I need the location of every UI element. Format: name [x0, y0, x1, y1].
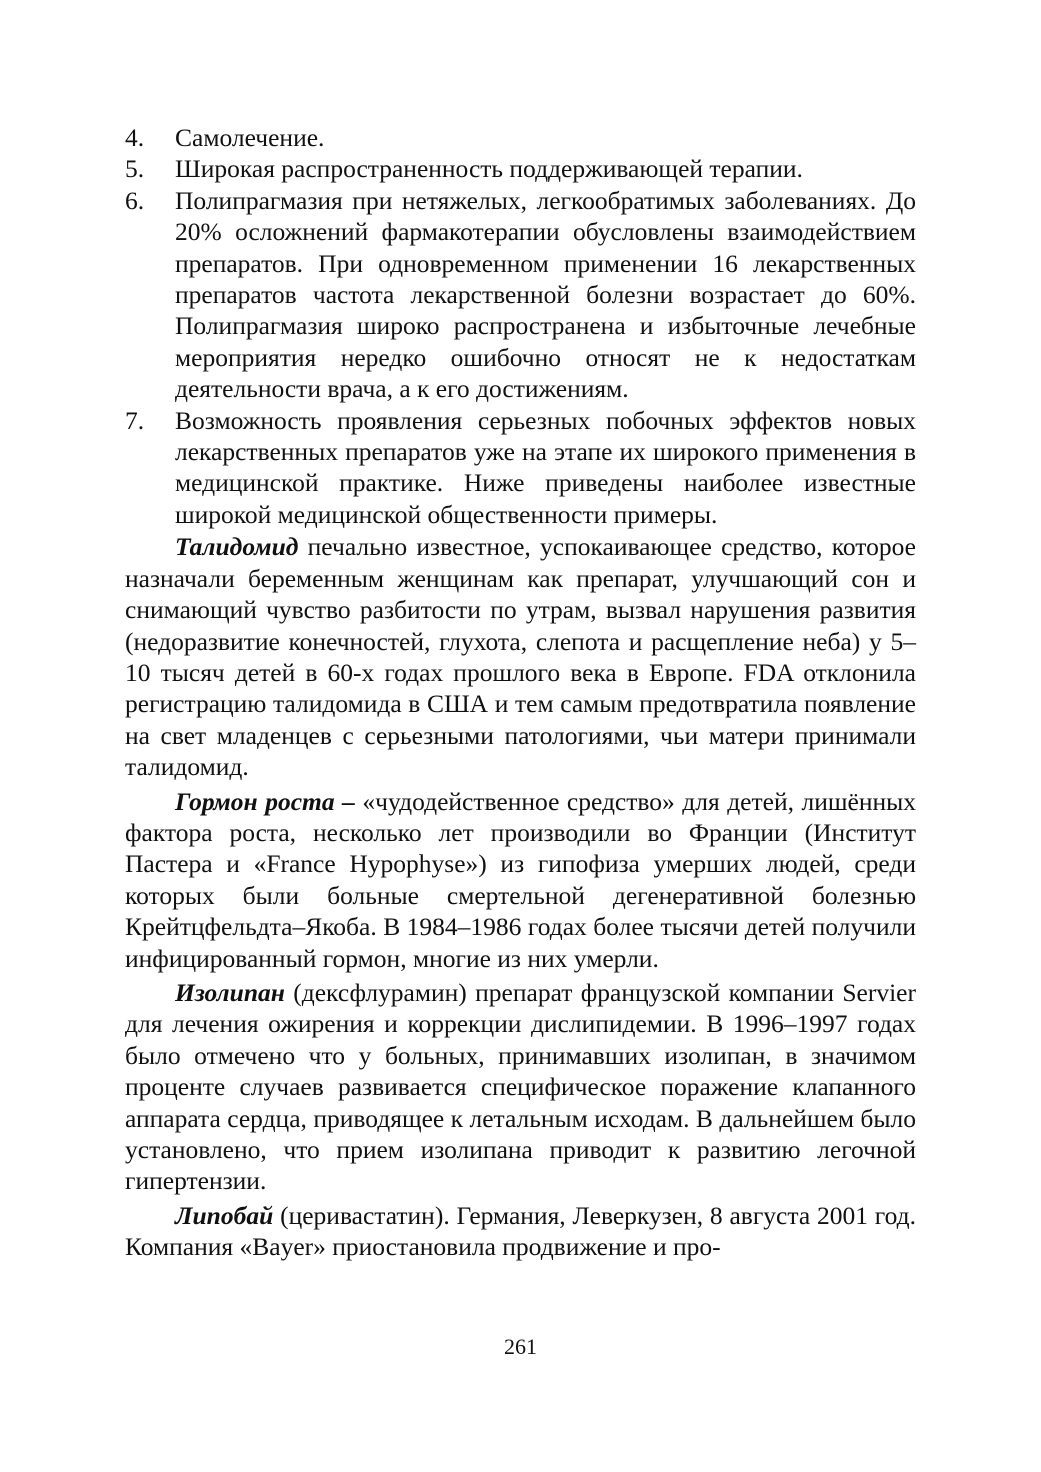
list-item-text: Широкая распространенность поддерживающей терапии.	[175, 154, 803, 184]
list-item-text: Возможность проявления серьезных побочных эффектов новых лекарственных препаратов уже на этапе их широкого применения в медицинской практике. Ниже приведены наиболее известные широкой медицинской общественности примеры.	[175, 405, 916, 529]
list-item	[125, 405, 916, 531]
list-item-text: Самолечение.	[175, 123, 325, 152]
list-item-number: 6.	[125, 185, 145, 215]
list-item-number: 4.	[125, 123, 145, 152]
page-number: 261	[504, 1334, 537, 1359]
list-item-number: 7.	[125, 405, 145, 435]
paragraph-text: (дексфлурамин) препарат французской компании Servier для лечения ожирения и коррекции дислипидемии. В 1996–1997 годах было отмечено что у больных, принимавших изолипан, в значимом проценте случаев развивается специфическое поражение клапанного аппарата сердца, приводящее к летальным исходам. В дальнейшем было установлено, что прием изолипана приводит к развитию легочной гипертензии.	[125, 977, 916, 1196]
numbered-list	[125, 122, 916, 530]
drug-term: Гормон роста –	[175, 786, 355, 816]
list-item	[125, 185, 916, 405]
paragraph-isolipan	[125, 977, 916, 1197]
list-item-number: 5.	[125, 154, 145, 184]
paragraph-thalidomide	[125, 531, 916, 782]
drug-term: Липобай	[175, 1200, 274, 1230]
paragraph-text: (церивастатин). Германия, Леверкузен, 8 августа 2001 год. Компания «Bayer» приостановила продвижение и про-	[125, 1200, 916, 1262]
drug-term: Изолипан	[175, 977, 285, 1007]
list-item	[125, 122, 916, 153]
paragraph-text: «чудодейственное средство» для детей, лишённых фактора роста, несколько лет производили во Франции (Институт Пастера и «France Hypophyse») из гипофиза умерших людей, среди которых были больные смертельной дегенеративной болезнью Крейтцфельдта–Якоба. В 1984–1986 годах более тысячи детей получили инфицированный гормон, многие из них умерли.	[125, 786, 916, 973]
list-item	[125, 153, 916, 184]
drug-term: Талидомид	[175, 532, 299, 562]
paragraph-lipobay	[125, 1200, 916, 1263]
page-body	[125, 122, 916, 1263]
paragraph-text: печально известное, успокаивающее средство, которое назначали беременным женщинам как препарат, улучшающий сон и снимающий чувство разбитости по утрам, вызвал нарушения развития (недоразвитие конечностей, глухота, слепота и расщепление неба) у 5–10 тысяч детей в 60-х годах прошлого века в Европе. FDA отклонила регистрацию талидомида в США и тем самым предотвратила появление на свет младенцев с серьезными патологиями, чьи матери принимали талидомид.	[125, 532, 916, 782]
paragraph-growth-hormone	[125, 786, 916, 974]
list-item-text: Полипрагмазия при нетяжелых, легкообратимых заболеваниях. До 20% осложнений фармакотерапии обусловлены взаимодействием препаратов. При одновременном применении 16 лекарственных препаратов частота лекарственной болезни возрастает до 60%. Полипрагмазия широко распространена и избыточные лечебные мероприятия нередко ошибочно относят не к недостаткам деятельности врача, а к его достижениям.	[175, 185, 916, 404]
